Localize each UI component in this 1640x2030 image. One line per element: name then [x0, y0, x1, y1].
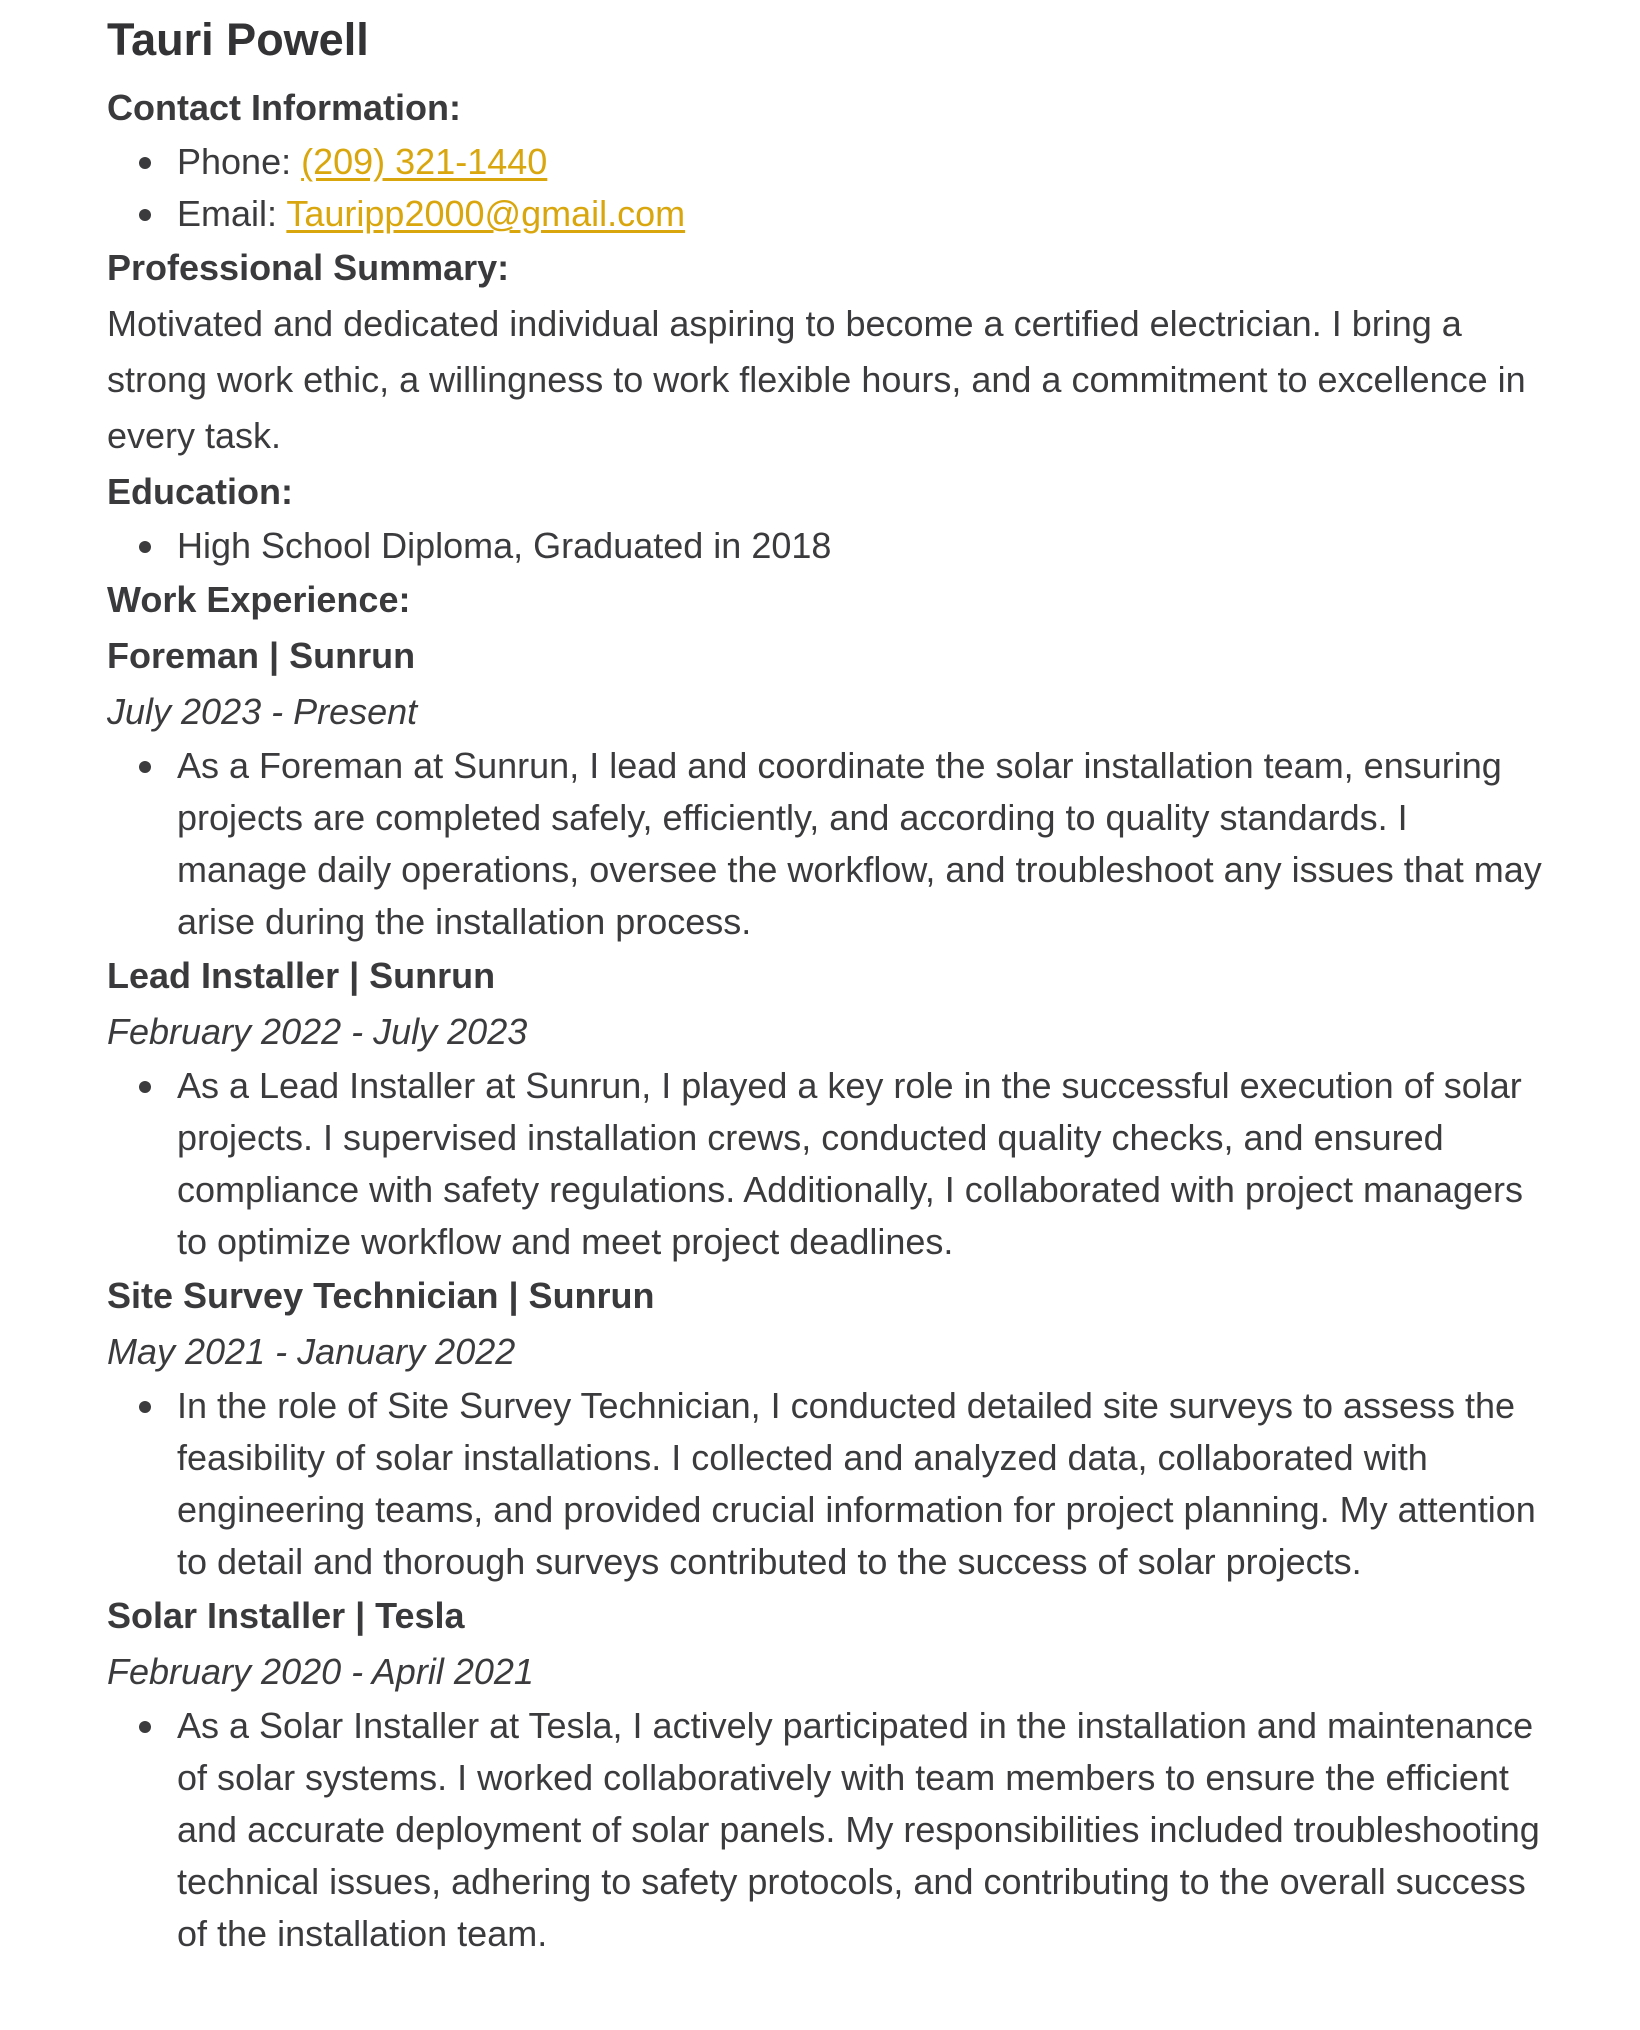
resume-name: Tauri Powell: [107, 14, 369, 65]
job-description: As a Foreman at Sunrun, I lead and coordinate the solar installation team, ensuring projects are completed safely, efficiently, and according to quality standards. I manage daily operations, oversee the workflow, and troubleshoot any issues that may arise during the installation process.: [177, 740, 1547, 948]
job-dates: February 2020 - April 2021: [107, 1651, 534, 1692]
job-dates: May 2021 - January 2022: [107, 1331, 516, 1372]
job-description-list: [107, 1060, 1547, 1268]
education-item: High School Diploma, Graduated in 2018: [177, 520, 1547, 572]
education-list: [107, 520, 1547, 572]
phone-link[interactable]: (209) 321-1440: [301, 141, 548, 182]
summary-heading: Professional Summary:: [107, 247, 510, 288]
email-label: Email:: [177, 193, 287, 234]
job-description-list: [107, 1380, 1547, 1588]
job-title: Solar Installer | Tesla: [107, 1595, 465, 1636]
contact-email-item: [177, 188, 1547, 240]
email-link[interactable]: Tauripp2000@gmail.com: [286, 193, 686, 234]
resume-document: [107, 0, 1547, 1960]
job-entry: [107, 1268, 1547, 1588]
job-entry: [107, 628, 1547, 948]
experience-heading: Work Experience:: [107, 579, 411, 620]
job-dates: July 2023 - Present: [107, 691, 418, 732]
job-description-list: [107, 1700, 1547, 1960]
education-heading: Education:: [107, 471, 293, 512]
job-dates: February 2022 - July 2023: [107, 1011, 528, 1052]
job-description: As a Lead Installer at Sunrun, I played a key role in the successful execution of solar projects. I supervised installation crews, conducted quality checks, and ensured compliance with safety regulations. Additionally, I collaborated with project managers to optimize workflow and meet project deadlines.: [177, 1060, 1547, 1268]
contact-list: [107, 136, 1547, 240]
phone-label: Phone:: [177, 141, 302, 182]
job-entry: [107, 1588, 1547, 1960]
job-description-list: [107, 740, 1547, 948]
contact-phone-item: [177, 136, 1547, 188]
job-description: In the role of Site Survey Technician, I conducted detailed site surveys to assess the feasibility of solar installations. I collected and analyzed data, collaborated with engineering teams, and provided crucial information for project planning. My attention to detail and thorough surveys contributed to the success of solar projects.: [177, 1380, 1547, 1588]
job-title: Foreman | Sunrun: [107, 635, 416, 676]
job-title: Lead Installer | Sunrun: [107, 955, 496, 996]
job-title: Site Survey Technician | Sunrun: [107, 1275, 655, 1316]
job-entry: [107, 948, 1547, 1268]
job-description: As a Solar Installer at Tesla, I actively participated in the installation and maintenance of solar systems. I worked collaboratively with team members to ensure the efficient and accurate deployment of solar panels. My responsibilities included troubleshooting technical issues, adhering to safety protocols, and contributing to the overall success of the installation team.: [177, 1700, 1547, 1960]
contact-heading: Contact Information:: [107, 87, 461, 128]
summary-text: Motivated and dedicated individual aspiring to become a certified electrician. I bring a strong work ethic, a willingness to work flexible hours, and a commitment to excellence in every task.: [107, 303, 1526, 456]
